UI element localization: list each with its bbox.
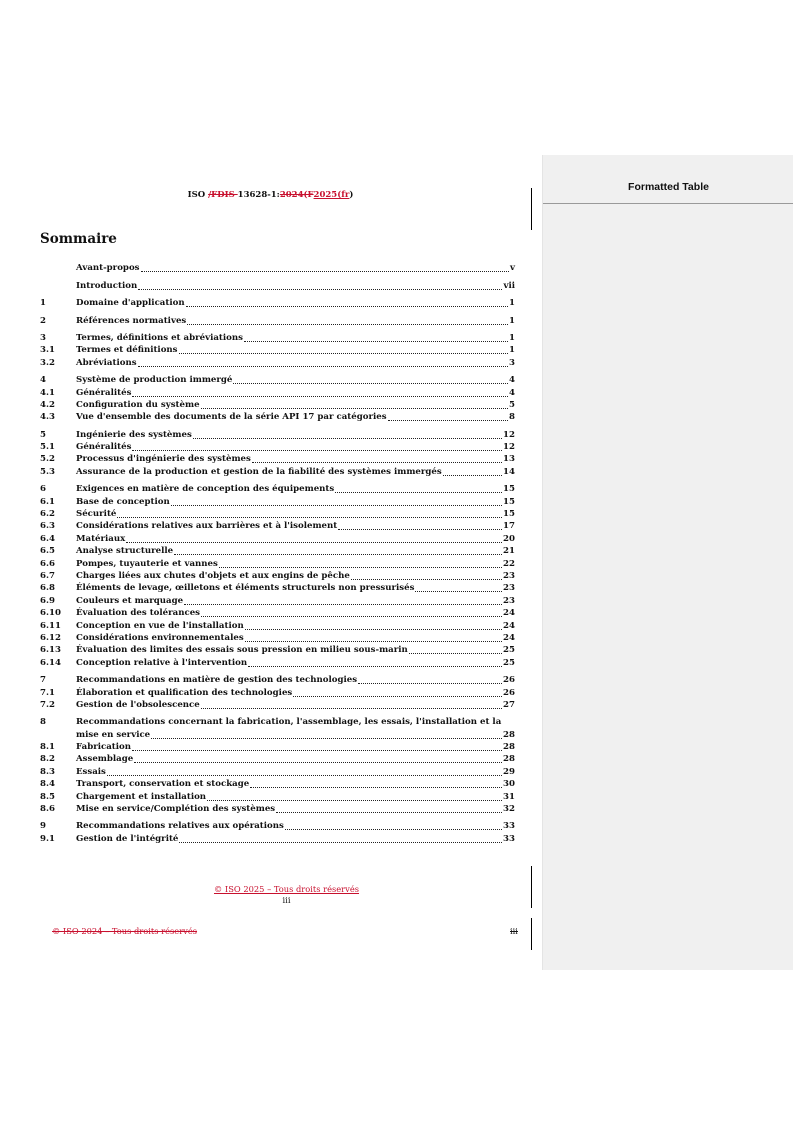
toc-entry[interactable] (40, 344, 515, 356)
toc-entry[interactable] (40, 741, 515, 753)
toc-entry-title: Gestion de l'intégrité (76, 833, 179, 844)
toc-entry[interactable] (40, 483, 515, 495)
header-inserted-year: 2025(fr (313, 190, 350, 200)
toc-entry-number: 6.13 (40, 645, 61, 656)
toc-entry-page: v (510, 263, 515, 274)
toc-leader-dots (132, 396, 508, 397)
toc-entry[interactable] (40, 453, 515, 465)
toc-leader-dots (187, 324, 508, 325)
toc-entry-title: Recommandations en matière de gestion des technologies (76, 675, 358, 686)
toc-entry-number: 6.11 (40, 620, 61, 631)
toc-entry-title: Configuration du système (76, 399, 200, 410)
toc-entry-page: 14 (503, 466, 515, 477)
toc-entry-page: 25 (503, 657, 515, 668)
toc-entry-number: 5 (40, 429, 46, 440)
toc-leader-dots (107, 775, 502, 776)
toc-entry-number: 8.1 (40, 742, 55, 753)
toc-leader-dots (201, 708, 502, 709)
toc-leader-dots (276, 812, 502, 813)
toc-leader-dots (179, 842, 502, 843)
footer-copyright: © ISO 2025 – Tous droits réservés (213, 884, 360, 894)
toc-entry-title: Éléments de levage, œilletons et éléments structurels non pressurisés (76, 583, 415, 594)
toc-entry[interactable] (40, 374, 515, 386)
toc-entry-number: 7.2 (40, 699, 55, 710)
toc-entry-title: Fabrication (76, 742, 132, 753)
toc-entry-page: 28 (503, 729, 515, 740)
toc-entry-number: 6.2 (40, 509, 55, 520)
toc-leader-dots (132, 750, 502, 751)
toc-leader-dots (245, 629, 502, 630)
toc-entry[interactable] (40, 674, 515, 686)
toc-entry-title: Termes et définitions (76, 345, 178, 356)
toc-entry-number: 4.2 (40, 399, 55, 410)
toc-entry-title: Généralités (76, 442, 132, 453)
toc-entry[interactable] (40, 508, 515, 520)
toc-entry-title: Abréviations (76, 357, 137, 368)
toc-entry-page: 30 (503, 779, 515, 790)
toc-entry-title: Évaluation des tolérances (76, 608, 201, 619)
toc-entry[interactable] (40, 619, 515, 631)
toc-entry-number: 8.6 (40, 804, 55, 815)
toc-leader-dots (388, 420, 508, 421)
toc-entry-number: 4 (40, 375, 46, 386)
toc-entry-title: Domaine d'application (76, 298, 185, 309)
header-prefix: ISO (187, 190, 209, 200)
toc-entry-title: Essais (76, 766, 106, 777)
toc-entry[interactable] (40, 262, 515, 274)
comment-sidebar (542, 155, 793, 970)
toc-entry[interactable] (40, 465, 515, 477)
toc-entry-page: 26 (503, 675, 515, 686)
toc-entry[interactable] (40, 765, 515, 777)
toc-entry-number: 6.14 (40, 657, 61, 668)
toc-entry-title: Transport, conservation et stockage (76, 779, 250, 790)
toc-entry-title: Base de conception (76, 496, 170, 507)
toc-entry-number: 9.1 (40, 833, 55, 844)
toc-entry[interactable] (40, 753, 515, 765)
toc-entry-number: 5.3 (40, 466, 55, 477)
comment-connector (543, 203, 793, 204)
change-bar (531, 188, 532, 230)
toc-entry[interactable] (40, 279, 515, 291)
toc-entry-page: 25 (503, 645, 515, 656)
toc-entry-page: 23 (503, 595, 515, 606)
toc-entry-title: Charges liées aux chutes d'objets et aux engins de pêche (76, 570, 350, 581)
toc-leader-dots (151, 738, 502, 739)
toc-leader-dots (245, 641, 502, 642)
toc-entry-page: 15 (503, 496, 515, 507)
toc-entry[interactable] (40, 582, 515, 594)
toc-entry-page: 3 (509, 357, 515, 368)
toc-entry[interactable] (40, 728, 515, 740)
header-number: 13628-1: (237, 190, 280, 200)
toc-entry-title: Matériaux (76, 533, 126, 544)
toc-entry-number: 6.12 (40, 632, 61, 643)
header-suffix: ) (349, 190, 354, 200)
toc-leader-dots (201, 616, 502, 617)
toc-entry[interactable] (40, 532, 515, 544)
toc-entry-page: 8 (509, 412, 515, 423)
toc-leader-dots (250, 787, 502, 788)
toc-entry-title: Assemblage (76, 754, 134, 765)
toc-leader-dots (207, 800, 502, 801)
toc-entry-page: 17 (503, 521, 515, 532)
toc-leader-dots (174, 554, 502, 555)
toc-entry-page: 15 (503, 509, 515, 520)
toc-leader-dots (171, 505, 502, 506)
toc-entry[interactable] (40, 686, 515, 698)
toc-entry[interactable] (40, 570, 515, 582)
toc-entry-page: 28 (503, 742, 515, 753)
toc-entry-page: 24 (503, 632, 515, 643)
toc-entry-title: Chargement et installation (76, 791, 207, 802)
toc-leader-dots (184, 604, 502, 605)
toc-leader-dots (134, 762, 502, 763)
toc-entry[interactable] (40, 632, 515, 644)
toc-entry-title: Références normatives (76, 315, 187, 326)
toc-entry-page: 29 (503, 766, 515, 777)
toc-entry-page: 27 (503, 699, 515, 710)
toc-entry-title: Pompes, tuyauterie et vannes (76, 558, 218, 569)
footer-page-number: iii (282, 895, 291, 905)
toc-leader-dots (193, 438, 502, 439)
toc-entry-page: 4 (509, 375, 515, 386)
toc-entry[interactable] (40, 820, 515, 832)
toc-entry-title: Analyse structurelle (76, 546, 174, 557)
toc-entry[interactable] (40, 332, 515, 344)
toc-entry-page: 21 (503, 546, 515, 557)
toc-entry-number: 6.3 (40, 521, 55, 532)
toc-entry-page: vii (503, 280, 515, 291)
toc-entry-page: 12 (503, 429, 515, 440)
toc-entry-number: 8.5 (40, 791, 55, 802)
toc-entry[interactable] (40, 520, 515, 532)
toc-entry-page: 15 (503, 484, 515, 495)
toc-entry-number: 3 (40, 332, 46, 343)
toc-leader-dots (219, 567, 502, 568)
toc-entry[interactable] (40, 656, 515, 668)
toc-entry-page: 23 (503, 583, 515, 594)
toc-entry-number: 2 (40, 315, 46, 326)
toc-entry[interactable] (40, 699, 515, 711)
toc-entry[interactable] (40, 314, 515, 326)
toc-entry-title: Conception en vue de l'installation (76, 620, 244, 631)
toc-entry[interactable] (40, 545, 515, 557)
toc-entry-page: 32 (503, 804, 515, 815)
toc-leader-dots (132, 450, 502, 451)
toc-entry-number: 8 (40, 717, 46, 728)
document-header (40, 190, 501, 200)
toc-entry-title: Évaluation des limites des essais sous pression en milieu sous-marin (76, 645, 408, 656)
toc-entry-title: Avant-propos (76, 263, 140, 274)
toc-entry-number: 6 (40, 484, 46, 495)
toc-leader-dots (443, 475, 502, 476)
toc-entry-title: Gestion de l'obsolescence (76, 699, 200, 710)
toc-leader-dots (179, 353, 509, 354)
toc-entry[interactable] (40, 557, 515, 569)
toc-entry-number: 4.3 (40, 412, 55, 423)
toc-entry-number: 6.4 (40, 533, 55, 544)
toc-entry-number: 6.10 (40, 608, 61, 619)
toc-entry-number: 5.2 (40, 454, 55, 465)
toc-entry-page: 1 (509, 298, 515, 309)
change-bar (531, 918, 532, 950)
toc-entry-page: 12 (503, 442, 515, 453)
toc-entry-number: 9 (40, 821, 46, 832)
toc-leader-dots (293, 696, 502, 697)
toc-entry-title: Vue d'ensemble des documents de la série API 17 par catégories (76, 412, 387, 423)
toc-entry-title: Couleurs et marquage (76, 595, 184, 606)
comment-label: Formatted Table (628, 181, 709, 193)
toc-entry-page: 26 (503, 687, 515, 698)
footer-copyright-deleted: © ISO 2024 – Tous droits réservés (52, 926, 198, 936)
page-title: Sommaire (40, 231, 117, 247)
toc-entry-title: Système de production immergé (76, 375, 233, 386)
toc-leader-dots (186, 306, 508, 307)
toc-entry-title: Introduction (76, 280, 138, 291)
toc-entry-number: 8.3 (40, 766, 55, 777)
toc-entry-number: 8.2 (40, 754, 55, 765)
toc-entry[interactable] (40, 386, 515, 398)
toc-entry-number: 6.5 (40, 546, 55, 557)
toc-entry-title: Recommandations relatives aux opérations (76, 821, 284, 832)
toc-entry-page: 4 (509, 387, 515, 398)
toc-entry-number: 1 (40, 298, 46, 309)
toc-leader-dots (138, 289, 502, 290)
toc-entry-title: Sécurité (76, 509, 117, 520)
toc-leader-dots (141, 271, 509, 272)
toc-entry[interactable] (40, 832, 515, 844)
footer-page-number-deleted: iii (510, 926, 518, 936)
header-deleted-fdis: /FDIS (208, 190, 238, 200)
toc-leader-dots (233, 383, 508, 384)
toc-entry[interactable] (40, 356, 515, 368)
toc-entry-number: 5.1 (40, 442, 55, 453)
header-deleted-year: 2024(F (279, 190, 314, 200)
toc-leader-dots (201, 408, 508, 409)
toc-entry-page: 24 (503, 620, 515, 631)
toc-leader-dots (252, 462, 502, 463)
toc-leader-dots (335, 492, 502, 493)
toc-entry[interactable] (40, 644, 515, 656)
toc-entry[interactable] (40, 778, 515, 790)
toc-entry-page: 1 (509, 345, 515, 356)
toc-entry-page: 22 (503, 558, 515, 569)
toc-entry-page: 31 (503, 791, 515, 802)
toc-entry-line[interactable] (40, 716, 515, 728)
toc-entry-title: mise en service (76, 729, 151, 740)
toc-entry[interactable] (40, 803, 515, 815)
toc-leader-dots (126, 542, 502, 543)
toc-leader-dots (285, 829, 502, 830)
toc-entry[interactable] (40, 495, 515, 507)
toc-entry-number: 6.9 (40, 595, 55, 606)
toc-entry-title: Mise en service/Complétion des systèmes (76, 804, 276, 815)
toc-entry[interactable] (40, 411, 515, 423)
toc-entry-page: 20 (503, 533, 515, 544)
toc-entry[interactable] (40, 399, 515, 411)
toc-leader-dots (415, 591, 502, 592)
toc-entry-title: Considérations relatives aux barrières et à l'isolement (76, 521, 338, 532)
toc-entry-page: 24 (503, 608, 515, 619)
toc-entry-page: 23 (503, 570, 515, 581)
toc-leader-dots (138, 366, 508, 367)
toc-entry-title: Exigences en matière de conception des équipements (76, 484, 335, 495)
toc-entry-page: 28 (503, 754, 515, 765)
toc-entry-title: Recommandations concernant la fabrication, l'assemblage, les essais, l'installation et la (76, 717, 502, 728)
toc-entry-number: 6.1 (40, 496, 55, 507)
toc-entry-title: Processus d'ingénierie des systèmes (76, 454, 251, 465)
toc-entry-number: 7.1 (40, 687, 55, 698)
toc-entry-title: Assurance de la production et gestion de la fiabilité des systèmes immergés (76, 466, 442, 477)
toc-leader-dots (409, 653, 502, 654)
toc-entry-title: Considérations environnementales (76, 632, 244, 643)
toc-entry-number: 6.8 (40, 583, 55, 594)
toc-entry-page: 13 (503, 454, 515, 465)
toc-entry-page: 33 (503, 821, 515, 832)
toc-entry[interactable] (40, 790, 515, 802)
toc-entry-page: 1 (509, 332, 515, 343)
toc-entry-number: 3.2 (40, 357, 55, 368)
toc-entry-number: 6.7 (40, 570, 55, 581)
toc-entry-title: Termes, définitions et abréviations (76, 332, 243, 343)
page-footer (40, 884, 533, 905)
toc-entry[interactable] (40, 594, 515, 606)
toc-entry-number: 4.1 (40, 387, 55, 398)
table-of-contents (40, 262, 515, 845)
toc-leader-dots (117, 517, 502, 518)
toc-leader-dots (248, 666, 502, 667)
toc-entry[interactable] (40, 297, 515, 309)
toc-entry-page: 5 (509, 399, 515, 410)
toc-entry-number: 3.1 (40, 345, 55, 356)
toc-entry-page: 33 (503, 833, 515, 844)
toc-entry[interactable] (40, 441, 515, 453)
toc-leader-dots (351, 579, 502, 580)
toc-entry-number: 6.6 (40, 558, 55, 569)
toc-entry-page: 1 (509, 315, 515, 326)
toc-entry-title: Généralités (76, 387, 132, 398)
toc-entry-title: Conception relative à l'intervention (76, 657, 248, 668)
toc-entry-title: Ingénierie des systèmes (76, 429, 192, 440)
toc-leader-dots (358, 683, 502, 684)
toc-entry[interactable] (40, 428, 515, 440)
toc-entry[interactable] (40, 607, 515, 619)
toc-leader-dots (338, 529, 502, 530)
toc-leader-dots (244, 341, 508, 342)
toc-entry-number: 7 (40, 675, 46, 686)
toc-entry-title: Élaboration et qualification des technologies (76, 687, 293, 698)
toc-entry-number: 8.4 (40, 779, 55, 790)
